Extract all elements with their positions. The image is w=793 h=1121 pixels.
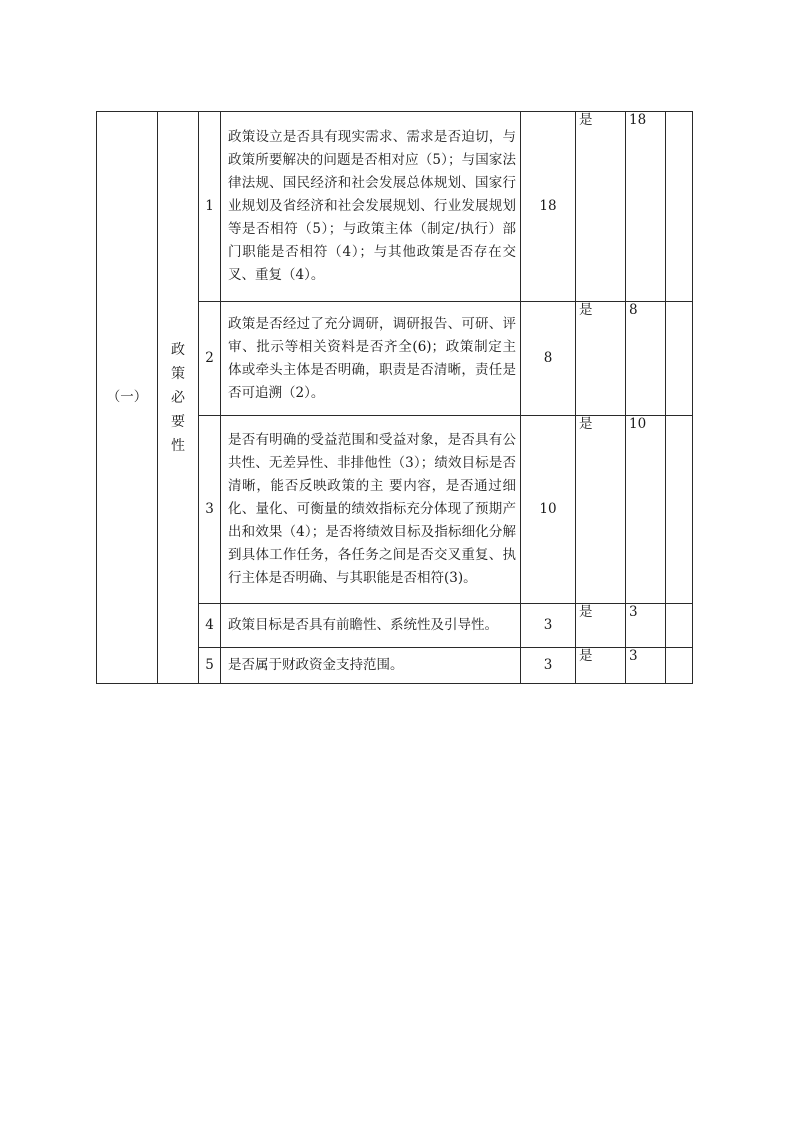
blank-cell [666, 604, 693, 648]
answer-text: 是 [579, 648, 593, 664]
obtained-score-cell [626, 416, 666, 604]
table-row [97, 112, 693, 302]
obtained-score: 10 [629, 416, 647, 432]
subcategory-char: 必 [171, 389, 185, 406]
answer-cell [576, 112, 626, 302]
criteria-text: 是否有明确的受益范围和受益对象，是否具有公共性、无差异性、非排他性（3）；绩效目标是否清晰，能否反映政策的主 要内容，是否通过细化、量化、可衡量的绩效指标充分体现了预期产出和效果（4）；是否将绩效目标及指标细化分解到具体工作任务，各任务之间是否交叉重复、执行主体是否明确、与其职能是否相符(3)。 [221, 416, 521, 604]
row-index: 5 [199, 648, 221, 684]
blank-cell [666, 302, 693, 416]
obtained-score: 8 [629, 302, 638, 318]
answer-text: 是 [579, 112, 593, 128]
row-index: 1 [199, 112, 221, 302]
subcategory-char: 要 [171, 413, 185, 430]
max-score: 18 [521, 112, 576, 302]
answer-text: 是 [579, 604, 593, 620]
category-cell: （一） [97, 112, 158, 684]
answer-cell [576, 416, 626, 604]
obtained-score-cell [626, 604, 666, 648]
max-score: 8 [521, 302, 576, 416]
blank-cell [666, 416, 693, 604]
answer-cell [576, 648, 626, 684]
max-score: 3 [521, 648, 576, 684]
subcategory-char: 性 [171, 437, 185, 454]
obtained-score-cell [626, 302, 666, 416]
row-index: 4 [199, 604, 221, 648]
blank-cell [666, 648, 693, 684]
blank-cell [666, 112, 693, 302]
criteria-text: 政策目标是否具有前瞻性、系统性及引导性。 [221, 604, 521, 648]
evaluation-table [96, 111, 693, 684]
obtained-score-cell [626, 112, 666, 302]
answer-cell [576, 302, 626, 416]
subcategory-char: 策 [171, 365, 185, 382]
max-score: 3 [521, 604, 576, 648]
row-index: 3 [199, 416, 221, 604]
subcategory-char: 政 [171, 341, 185, 358]
obtained-score: 3 [629, 604, 638, 620]
answer-cell [576, 604, 626, 648]
answer-text: 是 [579, 302, 593, 318]
criteria-text: 政策是否经过了充分调研，调研报告、可研、评审、批示等相关资料是否齐全(6)；政策制定主体或牵头主体是否明确，职责是否清晰，责任是否可追溯（2）。 [221, 302, 521, 416]
criteria-text: 是否属于财政资金支持范围。 [221, 648, 521, 684]
subcategory-cell [158, 112, 199, 684]
obtained-score-cell [626, 648, 666, 684]
row-index: 2 [199, 302, 221, 416]
answer-text: 是 [579, 416, 593, 432]
criteria-text: 政策设立是否具有现实需求、需求是否迫切，与政策所要解决的问题是否相对应（5）；与国家法律法规、国民经济和社会发展总体规划、国家行业规划及省经济和社会发展规划、行业发展规划等是否相符（5）；与政策主体（制定/执行）部门职能是否相符（4）；与其他政策是否存在交叉、重复（4）。 [221, 112, 521, 302]
obtained-score: 3 [629, 648, 638, 664]
obtained-score: 18 [629, 112, 647, 128]
max-score: 10 [521, 416, 576, 604]
